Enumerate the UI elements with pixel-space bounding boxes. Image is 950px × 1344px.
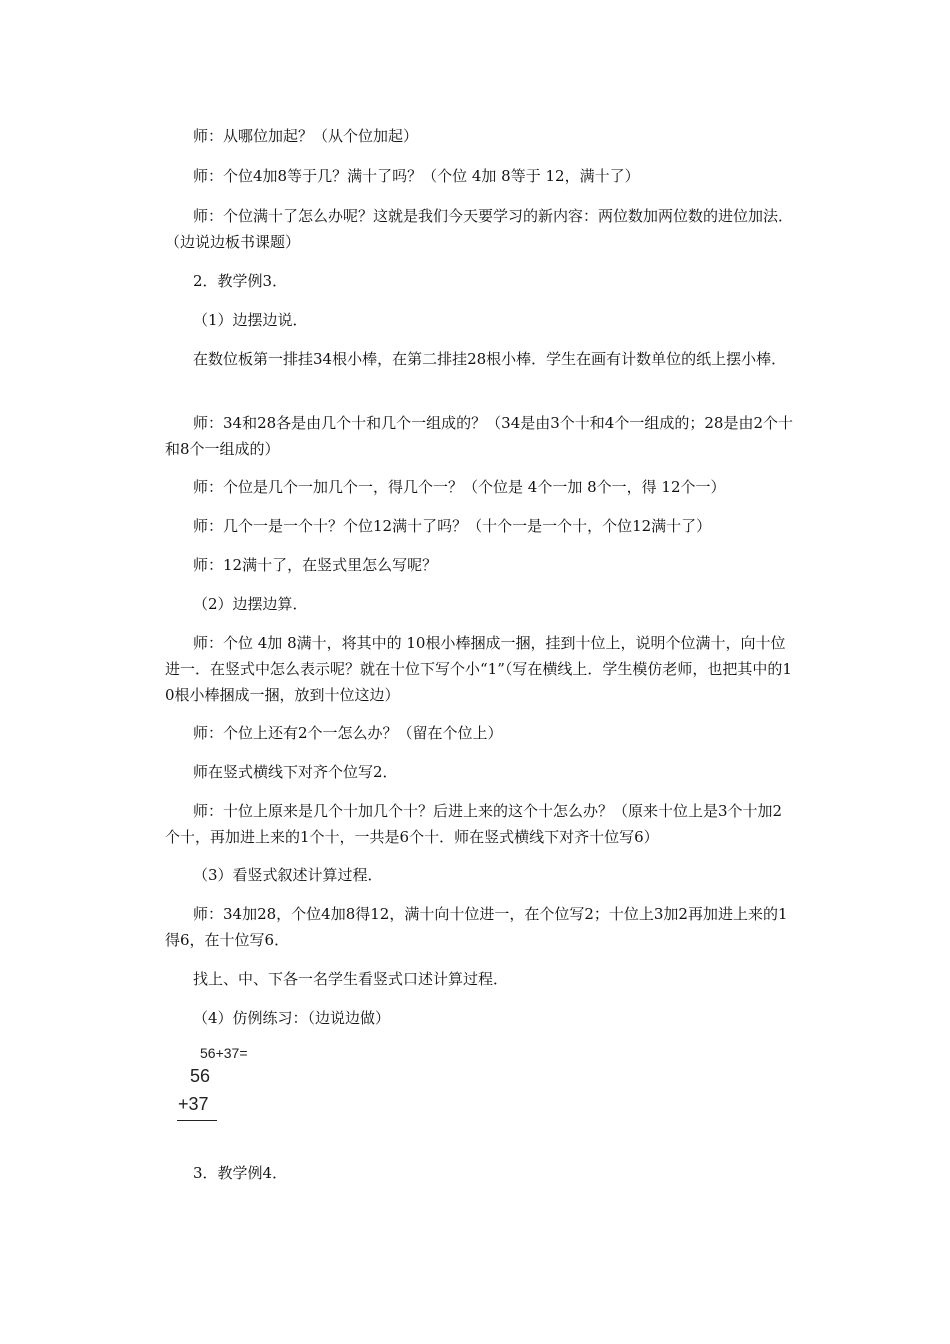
- paragraph: 3．教学例4．: [193, 1164, 288, 1182]
- paragraph: （2）边摆边算．: [193, 595, 308, 613]
- paragraph: （1）边摆边说．: [193, 311, 308, 329]
- calculation-bottom-number: +37: [178, 1094, 209, 1114]
- paragraph: 师：34加28，个位4加8得12，满十向十位进一，在个位写2；十位上3加2再加进上来的1得6，在十位写6．: [165, 905, 788, 949]
- paragraph: 师在竖式横线下对齐个位写2．: [193, 763, 398, 781]
- paragraph: 找上、中、下各一名学生看竖式口述计算过程．: [193, 970, 509, 988]
- paragraph: 2．教学例3．: [193, 272, 288, 290]
- calculation-underline: [177, 1120, 217, 1121]
- paragraph: 师：个位 4加 8满十，将其中的 10根小棒捆成一捆，挂到十位上，说明个位满十，向十位进一．在竖式中怎么表示呢？就在十位下写个小“1”（写在横线上．学生模仿老师，也把其中的10根小棒捆成一捆，放到十位这边）: [165, 634, 792, 704]
- calculation-top-number: 56: [190, 1066, 211, 1086]
- paragraph: 师：个位上还有2个一怎么办？（留在个位上）: [193, 724, 503, 742]
- paragraph: 师：个位满十了怎么办呢？这就是我们今天要学习的新内容：两位数加两位数的进位加法．（边说边板书课题）: [165, 207, 794, 251]
- paragraph: 师：十位上原来是几个十加几个十？后进上来的这个十怎么办？（原来十位上是3个十加2个十，再加进上来的1个十，一共是6个十．师在竖式横线下对齐十位写6）: [165, 802, 783, 846]
- paragraph: 师：从哪位加起？（从个位加起）: [193, 127, 419, 145]
- paragraph: 师：12满十了，在竖式里怎么写呢？: [193, 556, 438, 574]
- paragraph: 师：个位4加8等于几？满十了吗？（个位 4加 8等于 12，满十了）: [193, 167, 640, 185]
- paragraph: 师：34和28各是由几个十和几个一组成的？（34是由3个十和4个一组成的；28是由2个十和8个一组成的）: [165, 414, 793, 458]
- paragraph: 在数位板第一排挂34根小棒，在第二排挂28根小棒．学生在画有计数单位的纸上摆小棒．: [193, 350, 787, 368]
- paragraph: 师：个位是几个一加几个一，得几个一？（个位是 4个一加 8个一，得 12个一）: [193, 478, 726, 496]
- paragraph: （3）看竖式叙述计算过程．: [193, 866, 383, 884]
- calculation-prompt: 56+37=: [200, 1045, 248, 1061]
- paragraph: 师：几个一是一个十？个位12满十了吗？（十个一是一个十，个位12满十了）: [193, 517, 712, 535]
- paragraph: （4）仿例练习：（边说边做）: [193, 1009, 391, 1027]
